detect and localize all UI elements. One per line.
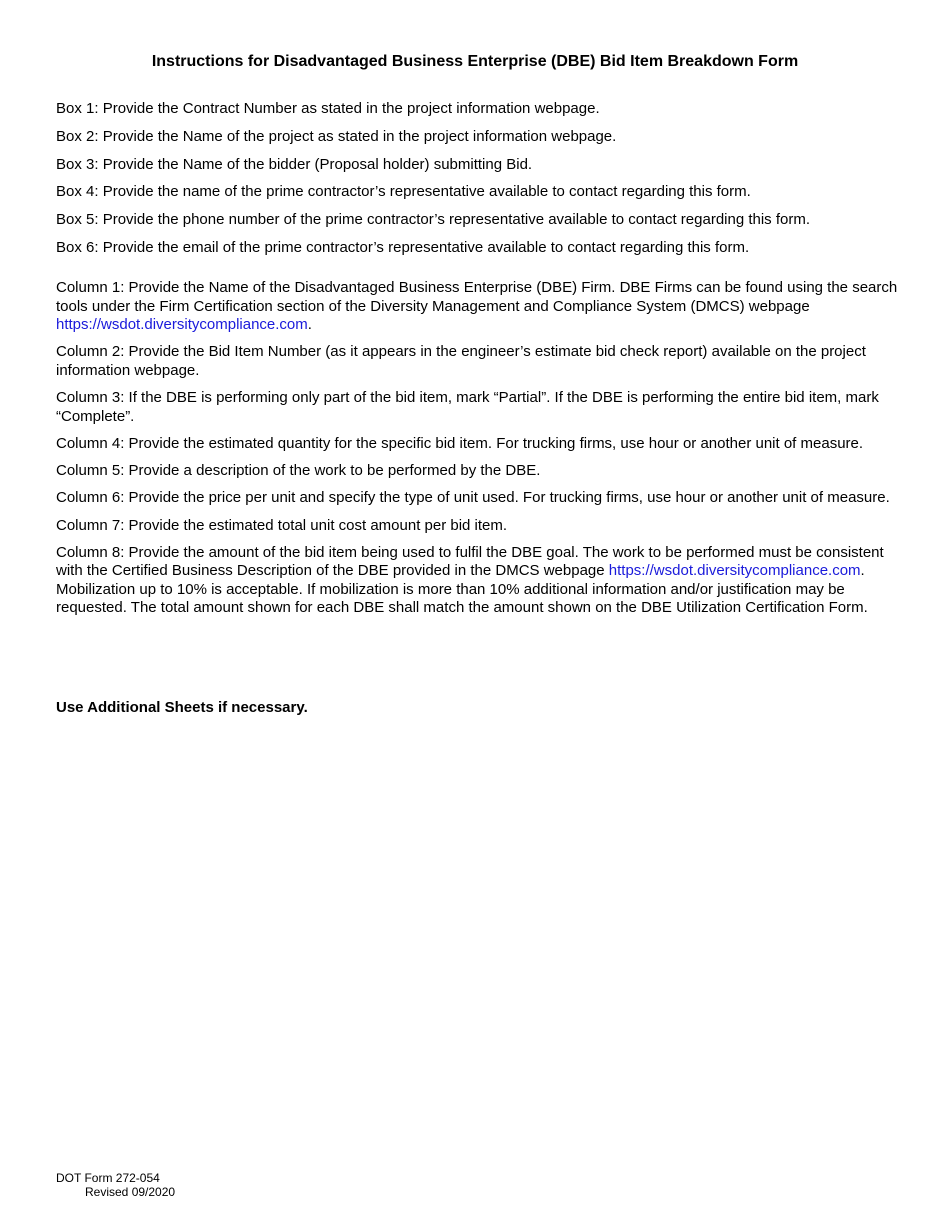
column-1-period: . bbox=[307, 316, 312, 334]
dmcs-link-2[interactable]: https://wsdot.diversitycompliance.com bbox=[608, 562, 861, 580]
dmcs-link[interactable]: https://wsdot.diversitycompliance.com bbox=[56, 316, 308, 334]
column-4-instruction: Column 4: Provide the estimated quantity for the specific bid item. For trucking firms, use hour or another unit of measure. bbox=[56, 434, 864, 452]
box-4-instruction: Box 4: Provide the name of the prime contractor’s representative available to contact regarding this form. bbox=[56, 183, 751, 201]
box-2-instruction: Box 2: Provide the Name of the project as stated in the project information webpage. bbox=[56, 127, 617, 145]
column-2-instruction: Column 2: Provide the Bid Item Number (as it appears in the engineer’s estimate bid check report) available on the project information webpage. bbox=[56, 343, 866, 379]
column-instructions bbox=[56, 279, 901, 627]
form-number: DOT Form 272-054 bbox=[56, 1171, 160, 1185]
box-6-instruction: Box 6: Provide the email of the prime contractor’s representative available to contact regarding this form. bbox=[56, 238, 750, 256]
column-8-rest: . Mobilization up to 10% is acceptable. If mobilization is more than 10% additional information and/or justification may be requested. The total amount shown for each DBE shall match the amount shown on the DBE Utilization Certification Form. bbox=[56, 562, 868, 617]
box-5-instruction: Box 5: Provide the phone number of the prime contractor’s representative available to contact regarding this form. bbox=[56, 211, 811, 229]
column-8-text: Column 8: Provide the amount of the bid item being used to fulfil the DBE goal. The work to be performed must be consistent with the Certified Business Description of the DBE provided in the DMCS webpage bbox=[56, 543, 884, 580]
box-3-instruction: Box 3: Provide the Name of the bidder (Proposal holder) submitting Bid. bbox=[56, 155, 533, 173]
revision-date: Revised 09/2020 bbox=[85, 1185, 176, 1199]
box-instructions bbox=[56, 99, 901, 266]
column-7-instruction: Column 7: Provide the estimated total unit cost amount per bid item. bbox=[56, 516, 508, 534]
column-1-instruction bbox=[56, 279, 901, 335]
column-6-instruction: Column 6: Provide the price per unit and specify the type of unit used. For trucking firms, use hour or another unit of measure. bbox=[56, 489, 890, 507]
column-1-text: Column 1: Provide the Name of the Disadvantaged Business Enterprise (DBE) Firm. DBE Firms can be found using the search tools under the Firm Certification section of the Diversity Management and Compliance System (DMCS) webpage bbox=[56, 279, 898, 315]
additional-sheets-note: Use Additional Sheets if necessary. bbox=[56, 699, 308, 716]
page-title: Instructions for Disadvantaged Business Enterprise (DBE) Bid Item Breakdown Form bbox=[151, 53, 799, 70]
box-1-instruction: Box 1: Provide the Contract Number as stated in the project information webpage. bbox=[56, 100, 600, 117]
column-5-instruction: Column 5: Provide a description of the work to be performed by the DBE. bbox=[56, 462, 541, 480]
column-8-instruction bbox=[56, 544, 901, 618]
form-footer bbox=[56, 1171, 175, 1199]
column-3-instruction: Column 3: If the DBE is performing only part of the bid item, mark “Partial”. If the DBE is performing the entire bid item, mark “Complete”. bbox=[56, 389, 879, 425]
